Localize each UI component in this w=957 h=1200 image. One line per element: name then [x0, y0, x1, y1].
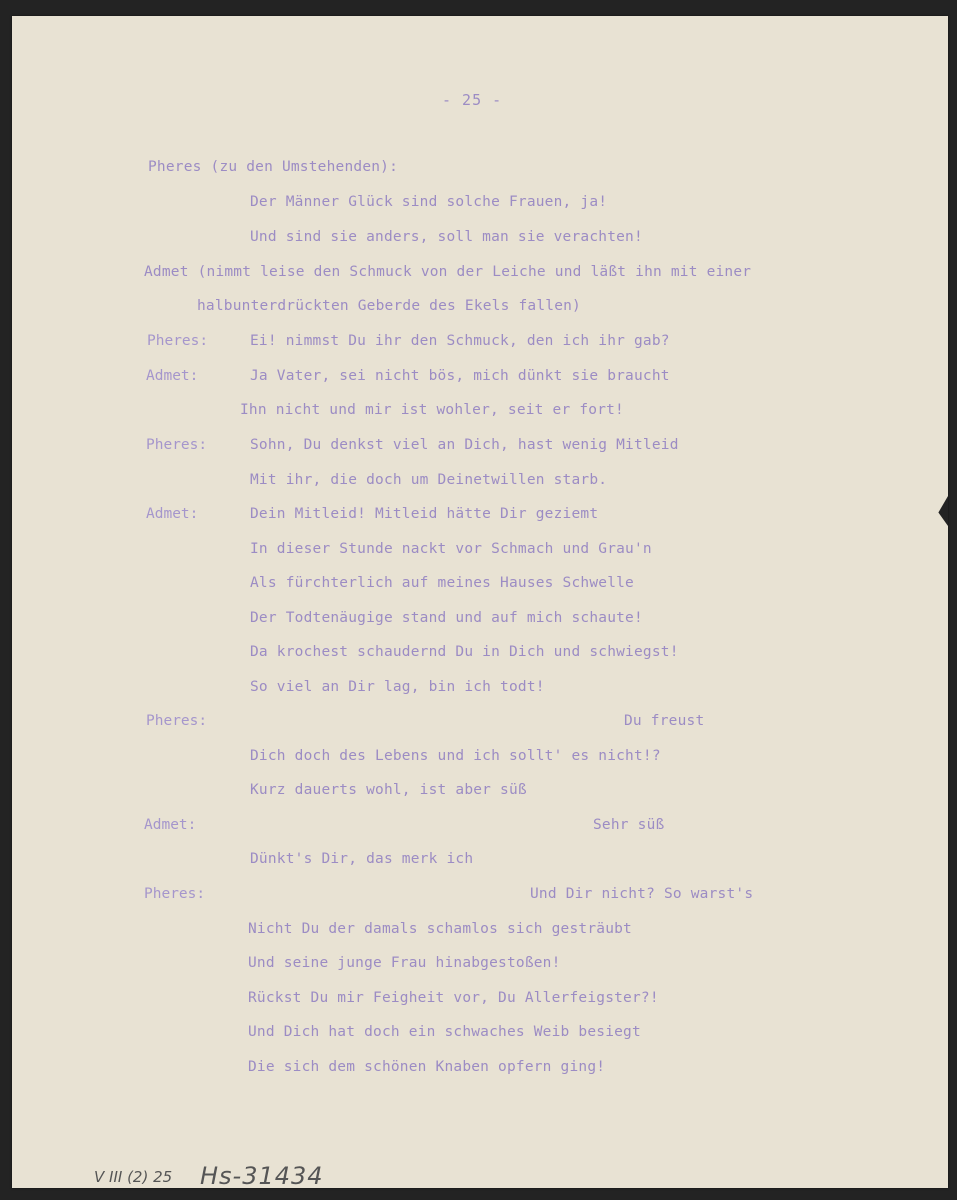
verse-line: Und sind sie anders, soll man sie verachten!: [250, 229, 643, 245]
verse-line: Der Männer Glück sind solche Frauen, ja!: [250, 194, 608, 210]
verse-line: Und Dir nicht? So warst's: [530, 886, 754, 902]
verse-line: Die sich dem schönen Knaben opfern ging!: [248, 1059, 606, 1075]
verse-line: So viel an Dir lag, bin ich todt!: [250, 679, 545, 695]
speaker-name: Pheres:: [146, 713, 208, 729]
verse-line: In dieser Stunde nackt vor Schmach und Grau'n: [250, 541, 652, 557]
verse-line: Ja Vater, sei nicht bös, mich dünkt sie braucht: [250, 368, 670, 384]
page-number: - 25 -: [442, 91, 503, 109]
verse-line: Nicht Du der damals schamlos sich gesträubt: [248, 921, 632, 937]
verse-line: Sehr süß: [593, 817, 665, 833]
stage-direction: halbunterdrückten Geberde des Ekels fallen): [197, 298, 581, 314]
verse-line: Dein Mitleid! Mitleid hätte Dir geziemt: [250, 506, 599, 522]
verse-line: Mit ihr, die doch um Deinetwillen starb.: [250, 472, 608, 488]
verse-line: Dünkt's Dir, das merk ich: [250, 851, 474, 867]
speaker-name: Admet:: [146, 368, 199, 384]
verse-line: Rückst Du mir Feigheit vor, Du Allerfeigster?!: [248, 990, 659, 1006]
verse-line: Und seine junge Frau hinabgestoßen!: [248, 955, 561, 971]
verse-line: Ihn nicht und mir ist wohler, seit er fort!: [240, 402, 624, 418]
verse-line: Sohn, Du denkst viel an Dich, hast wenig Mitleid: [250, 437, 679, 453]
speaker-name: Pheres:: [147, 333, 209, 349]
verse-line: Ei! nimmst Du ihr den Schmuck, den ich ihr gab?: [250, 333, 670, 349]
verse-line: Kurz dauerts wohl, ist aber süß: [250, 782, 527, 798]
shelfmark-note: V III (2) 25: [94, 1168, 173, 1186]
verse-line: Als fürchterlich auf meines Hauses Schwelle: [250, 575, 634, 591]
speaker-name: Pheres:: [146, 437, 208, 453]
verse-line: Der Todtenäugige stand und auf mich schaute!: [250, 610, 643, 626]
typescript-page: [12, 16, 948, 1188]
paper-tear: [932, 496, 948, 526]
stage-direction: Pheres (zu den Umstehenden):: [148, 159, 399, 175]
speaker-name: Admet:: [146, 506, 199, 522]
verse-line: Da krochest schaudernd Du in Dich und schwiegst!: [250, 644, 679, 660]
speaker-name: Pheres:: [144, 886, 206, 902]
verse-line: Du freust: [624, 713, 705, 729]
stage-direction: Admet (nimmt leise den Schmuck von der Leiche und läßt ihn mit einer: [144, 264, 752, 280]
verse-line: Dich doch des Lebens und ich sollt' es nicht!?: [250, 748, 661, 764]
speaker-name: Admet:: [144, 817, 197, 833]
verse-line: Und Dich hat doch ein schwaches Weib besiegt: [248, 1024, 641, 1040]
archive-signature: Hs-31434: [200, 1162, 324, 1190]
